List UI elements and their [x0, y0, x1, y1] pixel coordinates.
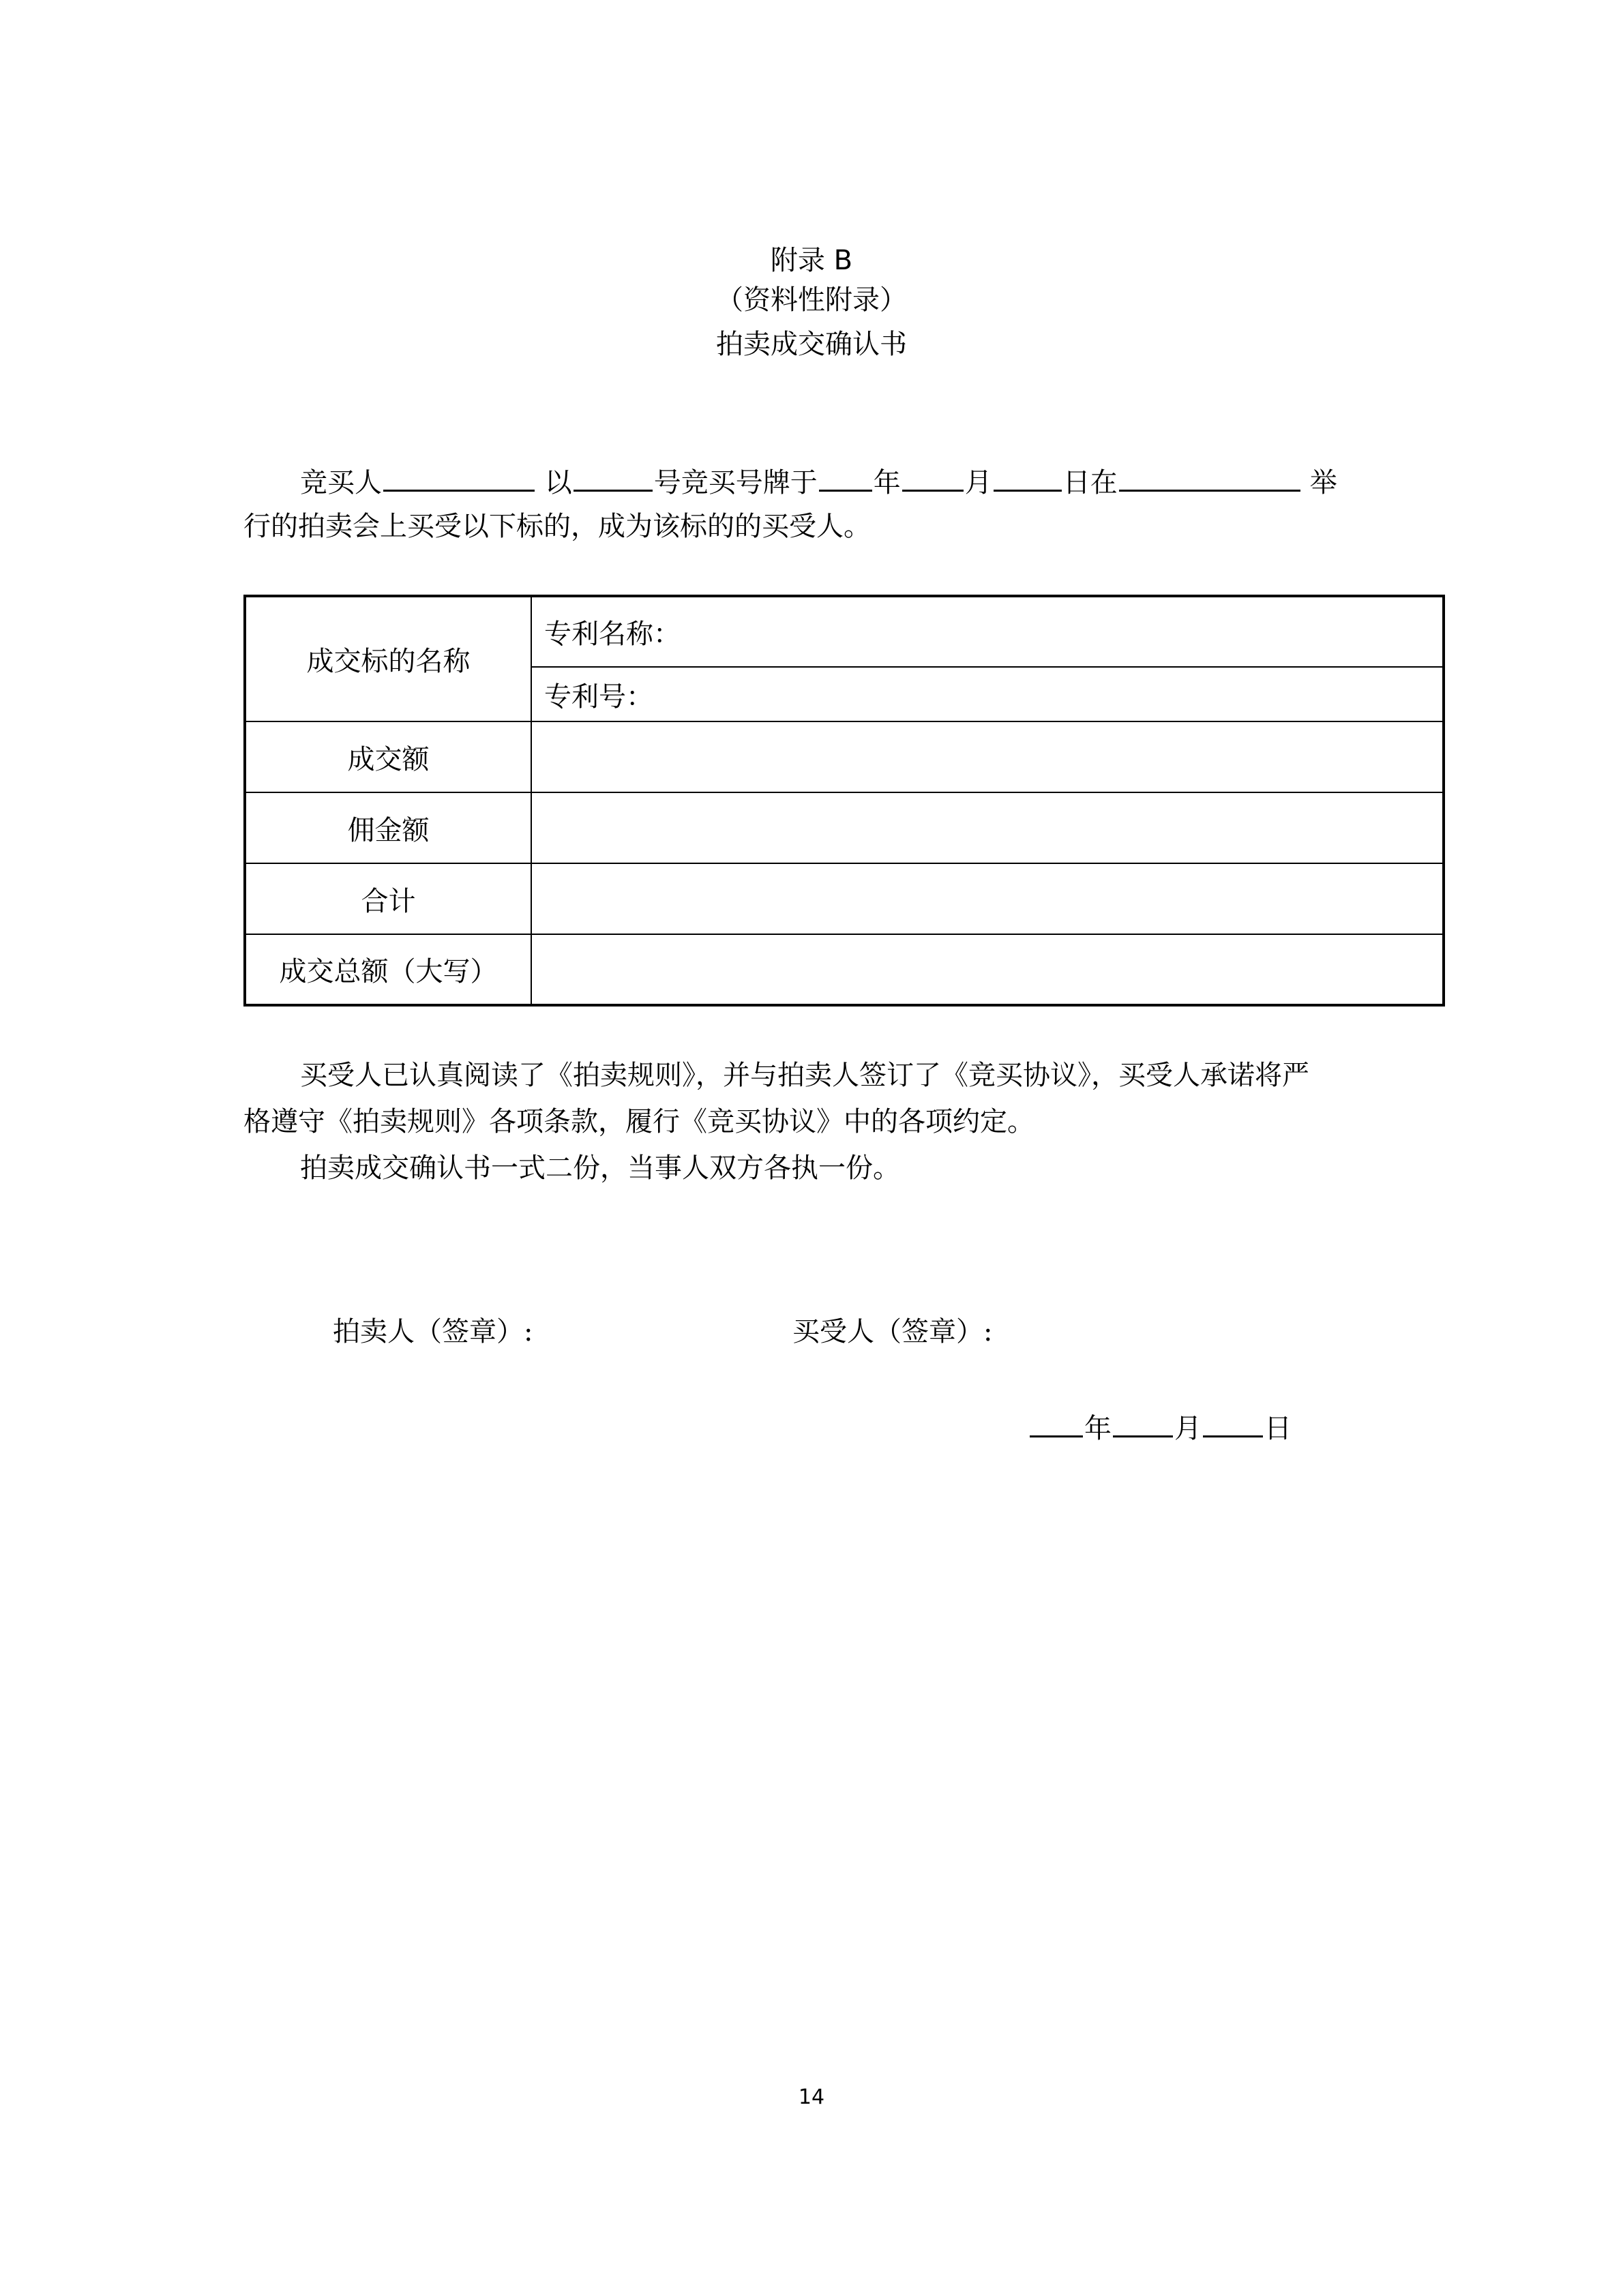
- day-blank: [994, 464, 1062, 492]
- venue-blank: [1119, 464, 1300, 492]
- page-number: 14: [798, 2085, 825, 2109]
- sign-month-label: 月: [1174, 1413, 1202, 1444]
- buyer-signature-label: 买受人（签章）:: [792, 1316, 993, 1347]
- terms-line-3: 拍卖成交确认书一式二份，当事人双方各执一份。: [300, 1152, 900, 1184]
- subtotal-value: [531, 863, 1444, 934]
- page-title: 拍卖成交确认书: [716, 329, 907, 360]
- sign-year-label: 年: [1084, 1413, 1112, 1444]
- terms-line-2: 格遵守《拍卖规则》各项条款，履行《竞买协议》中的各项约定。: [243, 1106, 1034, 1137]
- appendix-label: 附录 B: [770, 245, 853, 276]
- subtotal-label: 合计: [245, 863, 531, 934]
- buyer-label: 竞买人: [300, 467, 382, 498]
- total-in-words-label: 成交总额（大写）: [245, 934, 531, 1005]
- with-label: 以: [544, 467, 572, 498]
- transaction-table: [243, 595, 1445, 1007]
- year-label: 年: [873, 467, 901, 498]
- commission-label: 佣金额: [245, 792, 531, 863]
- year-blank: [819, 464, 872, 492]
- table-row: [245, 934, 1444, 1005]
- table-row: [245, 596, 1444, 667]
- table-row: [245, 721, 1444, 792]
- buyer-name-blank: [383, 464, 535, 492]
- terms-line-1: 买受人已认真阅读了《拍卖规则》，并与拍卖人签订了《竞买协议》，买受人承诺将严: [300, 1060, 1309, 1091]
- item-name-label: 成交标的名称: [245, 596, 531, 721]
- appendix-note: （资料性附录）: [716, 284, 907, 316]
- table-row: [245, 792, 1444, 863]
- commission-value: [531, 792, 1444, 863]
- sign-month-blank: [1113, 1410, 1173, 1437]
- paddle-number-blank: [574, 464, 653, 492]
- table-row: [245, 863, 1444, 934]
- patent-number-cell: 专利号：: [531, 667, 1444, 721]
- paddle-label: 号竞买号牌于: [653, 467, 818, 498]
- sign-year-blank: [1030, 1410, 1083, 1437]
- total-in-words-value: [531, 934, 1444, 1005]
- intro-line-1: [300, 464, 1337, 496]
- signing-date: [1028, 1410, 1292, 1442]
- month-label: 月: [964, 467, 992, 498]
- held-label: 举: [1309, 467, 1337, 498]
- month-blank: [902, 464, 964, 492]
- auctioneer-signature-label: 拍卖人（签章）:: [333, 1316, 533, 1347]
- sign-day-blank: [1203, 1410, 1263, 1437]
- day-at-label: 日在: [1062, 467, 1118, 498]
- patent-name-cell: 专利名称：: [531, 596, 1444, 667]
- sign-day-label: 日: [1264, 1413, 1292, 1444]
- intro-line-2: 行的拍卖会上买受以下标的，成为该标的的买受人。: [243, 511, 871, 542]
- deal-amount-value: [531, 721, 1444, 792]
- deal-amount-label: 成交额: [245, 721, 531, 792]
